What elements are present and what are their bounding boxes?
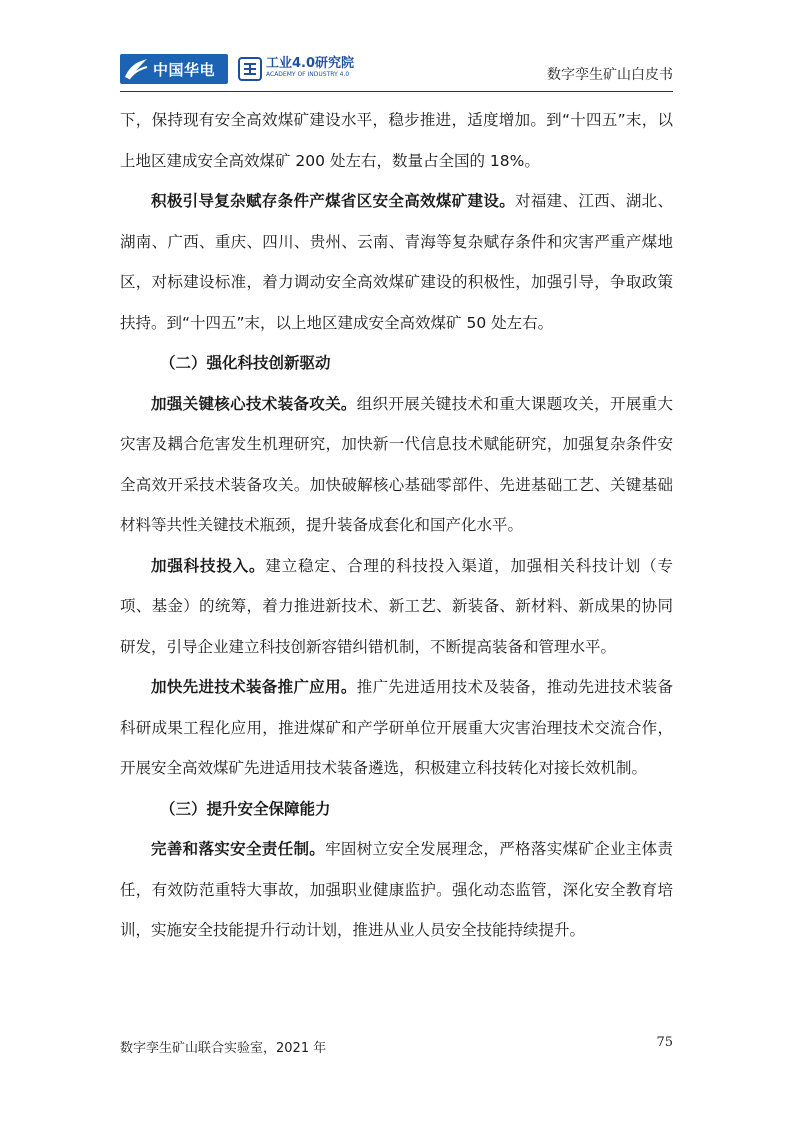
academy-logo-text: 工业4.0研究院	[266, 56, 355, 71]
huadian-logo	[120, 54, 228, 84]
paragraph-body: 组织开展关键技术和重大课题攻关，开展重大灾害及耦合危害发生机理研究，加快新一代信息技术赋能研究，加强复杂条件安全高效开采技术装备攻关。加快破解核心基础零部件、先进基础工艺、关键基础材料等共性关键技术瓶颈，提升装备成套化和国产化水平。	[120, 394, 673, 534]
paragraph-lead: 加快先进技术装备推广应用。	[151, 678, 357, 696]
paragraph: 下，保持现有安全高效煤矿建设水平，稳步推进，适度增加。到“十四五”末，以上地区建成安全高效煤矿 200 处左右，数量占全国的 18%。	[120, 111, 673, 170]
document-title: 数字孪生矿山白皮书	[547, 67, 673, 83]
huadian-emblem-icon	[123, 57, 149, 81]
paragraph-body: 牢固树立安全发展理念，严格落实煤矿企业主体责任，有效防范重特大事故，加强职业健康监护。强化动态监管，深化安全教育培训，实施安全技能提升行动计划，推进从业人员安全技能持续提升。	[120, 840, 673, 939]
page-header	[120, 50, 673, 92]
paragraph-body: 对福建、江西、湖北、湖南、广西、重庆、四川、贵州、云南、青海等复杂赋存条件和灾害严重产煤地区，对标建设标准，着力调动安全高效煤矿建设的积极性，加强引导，争取政策扶持。到“十四五”末，以上地区建成安全高效煤矿 50 处左右。	[120, 192, 673, 332]
paragraph	[120, 181, 673, 343]
section-heading: （二）强化科技创新驱动	[160, 354, 331, 372]
academy-emblem-icon	[237, 56, 263, 82]
paragraph-body: 推广先进适用技术及装备，推动先进技术装备科研成果工程化应用，推进煤矿和产学研单位开展重大灾害治理技术交流合作，开展安全高效煤矿先进适用技术装备遴选，积极建立科技转化对接长效机制。	[120, 678, 673, 777]
paragraph-lead: 加强科技投入。	[151, 556, 266, 575]
header-divider	[120, 91, 673, 92]
page-body	[120, 100, 673, 951]
academy-logo	[237, 56, 354, 86]
footer-source: 数字孪生矿山联合实验室，2021 年	[120, 1041, 327, 1056]
paragraph	[120, 829, 673, 951]
paragraph-lead: 加强关键核心技术装备攻关。	[151, 394, 357, 413]
page-number: 75	[656, 1035, 673, 1050]
huadian-logo-text: 中国华电	[153, 60, 216, 79]
paragraph-lead: 积极引导复杂赋存条件产煤省区安全高效煤矿建设。	[151, 192, 516, 210]
paragraph-body: 建立稳定、合理的科技投入渠道，加强相关科技计划（专项、基金）的统筹，着力推进新技术、新工艺、新装备、新材料、新成果的协同研发，引导企业建立科技创新容错纠错机制，不断提高装备和管理水平。	[120, 556, 673, 656]
paragraph	[120, 546, 673, 668]
paragraph-lead: 完善和落实安全责任制。	[151, 840, 326, 858]
paragraph	[120, 667, 673, 789]
section-heading: （三）提升安全保障能力	[160, 799, 331, 818]
paragraph	[120, 384, 673, 546]
academy-logo-subtext: ACADEMY OF INDUSTRY 4.0	[266, 71, 350, 78]
